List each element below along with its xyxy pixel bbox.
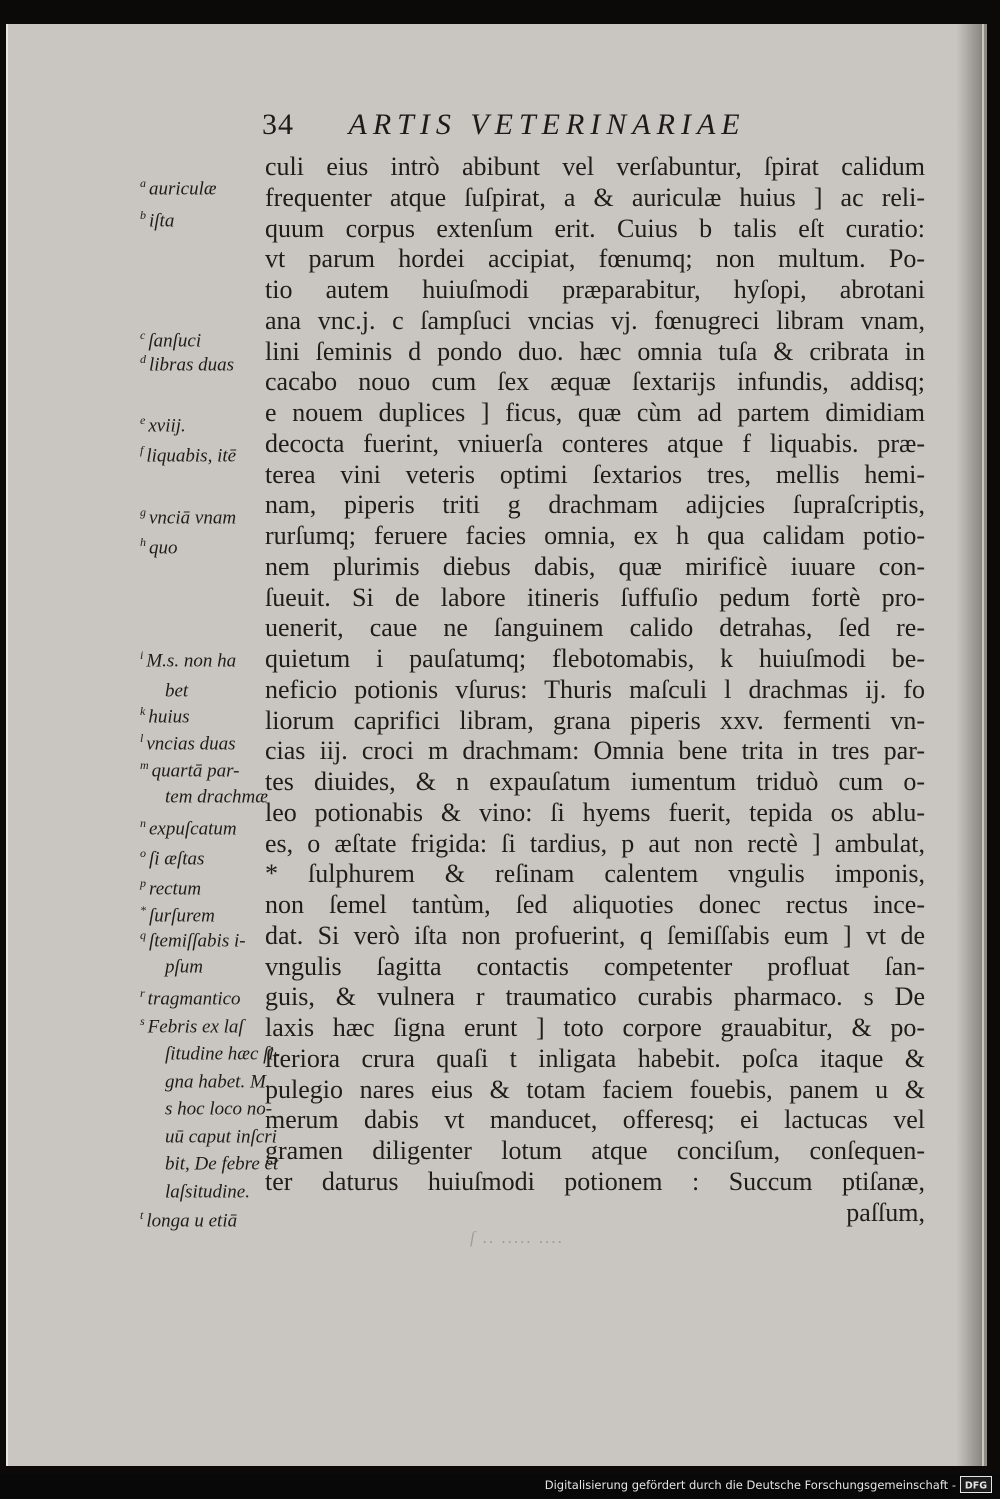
text-line: vt parum hordei accipiat, fœnumq; non multum. Po- [265,244,925,274]
text-line: decocta fuerint, vniuerſa conteres atque f liquabis. præ- [265,428,925,458]
footer-bar [0,1474,1000,1499]
text-line: nam, piperis triti g drachmam adijcies ſupraſcriptis, [265,490,925,520]
margin-note [140,731,236,755]
margin-note [162,1151,278,1175]
note-text: quo [149,537,178,559]
note-mark: d [140,352,146,366]
bleed-through-text: ſ .. ..... .... [470,1228,565,1247]
margin-note [140,903,215,927]
text-line: * ſulphurem & reſinam calentem vngulis imponis, [265,859,925,889]
note-mark: s [140,1014,145,1028]
margin-note [162,1041,280,1065]
text-line: lini ſeminis d pondo duo. hæc omnia tuſa & cribrata in [265,336,925,366]
note-text: auriculæ [149,178,217,200]
note-text: bit, De febre et [165,1153,279,1175]
text-line: cias iij. croci m drachmam: Omnia bene trita in tres par- [265,736,925,766]
note-mark: r [140,986,145,1000]
margin-note [140,535,178,559]
margin-note [140,443,236,467]
note-text: vnciā vnam [149,507,237,529]
note-text: ſi æſtas [149,848,205,870]
dfg-logo-text: DFG [964,1480,988,1492]
text-line: merum dabis vt manducet, offeresq; ei lactucas vel [265,1105,925,1135]
note-text: vncias duas [146,733,236,755]
note-mark: i [140,648,144,662]
note-text: Febris ex laſ [147,1016,244,1038]
note-mark: o [140,846,146,860]
text-line: paſſum, [846,1197,925,1227]
margin-note [162,784,268,808]
note-mark: a [140,176,146,190]
note-mark: h [140,535,146,549]
text-line: leo potionabis & vino: ſi hyems fuerit, tepida os ablu- [265,797,925,827]
margin-note [162,1179,250,1203]
margin-note [162,1069,271,1093]
text-line: terea vini veteris optimi ſextarios tres, mellis hemi- [265,459,925,489]
running-title: ARTIS VETERINARIAE [348,108,746,141]
note-mark: k [140,704,146,718]
note-text: quartā par- [151,760,240,782]
note-text: bet [165,680,189,702]
margin-note [140,176,217,200]
text-line: dat. Si verò iſta non profuerint, q ſemiſſabis eum ] vt de [265,920,925,950]
margin-note [140,704,190,728]
note-text: M.s. non ha [146,650,237,672]
note-mark: p [140,876,146,890]
note-mark: * [140,903,146,917]
dfg-logo-icon [960,1476,992,1493]
note-mark: t [140,1208,144,1222]
text-line: rurſumq; feruere facies omnia, ex h qua calidam potio- [265,521,925,550]
note-mark: m [140,758,149,772]
margin-note [140,1208,237,1232]
note-text: s hoc loco no- [165,1098,273,1120]
text-line: culi eius intrò abibunt vel verſabuntur, ſpirat calidum [265,152,925,181]
text-line: non ſemel tantùm, ſed aliquoties donec rectus ince- [265,890,925,919]
text-line: ſueuit. Si de labore itineris ſuffuſio pedum fortè pro- [265,582,925,612]
margin-note [140,876,201,900]
note-mark: c [140,328,146,342]
note-text: ſanſuci [148,330,202,352]
text-line: laxis hæc ſigna erunt ] toto corpore grauabitur, & po- [265,1013,925,1042]
note-text: xviij. [148,415,186,437]
note-text: liquabis, itē [146,445,237,467]
margin-note [140,816,237,840]
note-text: iſta [149,210,175,232]
margin-note [162,954,203,978]
note-text: expuſcatum [149,818,237,840]
note-text: laſsitudine. [165,1181,250,1203]
text-line: neficio potionis vſurus: Thuris maſculi l drachmas ij. fo [265,674,925,704]
note-mark: l [140,731,144,745]
text-line: pulegio nares eius & totam faciem fouebis, panem u & [265,1074,925,1104]
running-head [262,108,882,142]
note-text: ſurſurem [149,905,215,927]
text-line: liorum caprifici libram, grana piperis xxv. fermenti vn- [265,705,925,735]
note-text: pſum [165,956,203,978]
text-line: ſteriora crura quaſi t inligata habebit. poſca itaque & [265,1043,925,1073]
note-text: tragmantico [147,988,241,1010]
text-line: es, o æſtate frigida: ſi tardius, p aut non rectè ] ambulat, [265,828,925,858]
text-line: ter daturus huiuſmodi potionem : Succum ptiſanæ, [265,1166,925,1196]
text-line: guis, & vulnera r traumatico curabis pharmaco. s De [265,982,925,1012]
note-text: rectum [149,878,202,900]
note-mark: n [140,816,146,830]
note-text: tem drachmæ [165,786,268,808]
text-line: uenerit, caue ne ſanguinem calido detrahas, ſed re- [265,613,925,643]
margin-note [140,846,204,870]
margin-note [140,208,174,232]
footer-credit: Digitalisierung gefördert durch die Deutsche Forschungsgemeinschaft - [544,1478,956,1492]
margin-note [140,505,236,529]
text-line: ana vnc.j. c ſampſuci vncias vj. fœnugreci libram vnam, [265,305,925,335]
note-text: longa u etiā [146,1210,238,1232]
note-mark: e [140,413,146,427]
margin-note [140,328,201,352]
gutter-shadow [956,24,982,1466]
note-text: ſitudine hæc ſi- [165,1043,281,1065]
margin-note [162,1096,272,1120]
note-mark: q [140,928,146,942]
page-number: 34 [262,108,294,141]
text-line: quietum i pauſatumq; flebotomabis, k huiuſmodi be- [265,644,925,673]
text-line: cacabo nouo cum ſex æquæ ſextarijs infundis, addisq; [265,367,925,397]
note-text: libras duas [149,354,234,376]
text-line: tes diuides, & n expauſatum iumentum triduò cum o- [265,767,925,796]
margin-note [140,758,239,782]
margin-note [162,678,188,702]
note-text: ſtemiſſabis i- [149,930,246,952]
note-text: gna habet. M. [165,1071,271,1093]
text-line: e nouem duplices ] ficus, quæ cùm ad partem dimidiam [265,398,925,427]
note-mark: f [140,443,144,457]
note-mark: g [140,505,146,519]
note-text: uū caput inſcri [165,1126,277,1148]
margin-note [140,928,246,952]
text-line: nem plurimis diebus dabis, quæ mirificè iuuare con- [265,551,925,581]
margin-note [140,648,236,672]
text-line: vngulis ſagitta contactis competenter profluat ſan- [265,951,925,981]
text-line: frequenter atque ſuſpirat, a & auriculæ huius ] ac reli- [265,182,925,212]
note-mark: b [140,208,146,222]
margin-note [162,1124,277,1148]
text-line: quum corpus extenſum erit. Cuius b talis eſt curatio: [265,213,925,243]
margin-note [140,352,234,376]
margin-note [140,986,241,1010]
text-line: gramen diligenter lotum atque conciſum, conſequen- [265,1136,925,1165]
margin-note [140,1014,244,1038]
margin-note [140,413,186,437]
main-text-block [265,152,925,1228]
note-text: huius [148,706,190,728]
text-line: tio autem huiuſmodi præparabitur, hyſopi, abrotani [265,275,925,304]
